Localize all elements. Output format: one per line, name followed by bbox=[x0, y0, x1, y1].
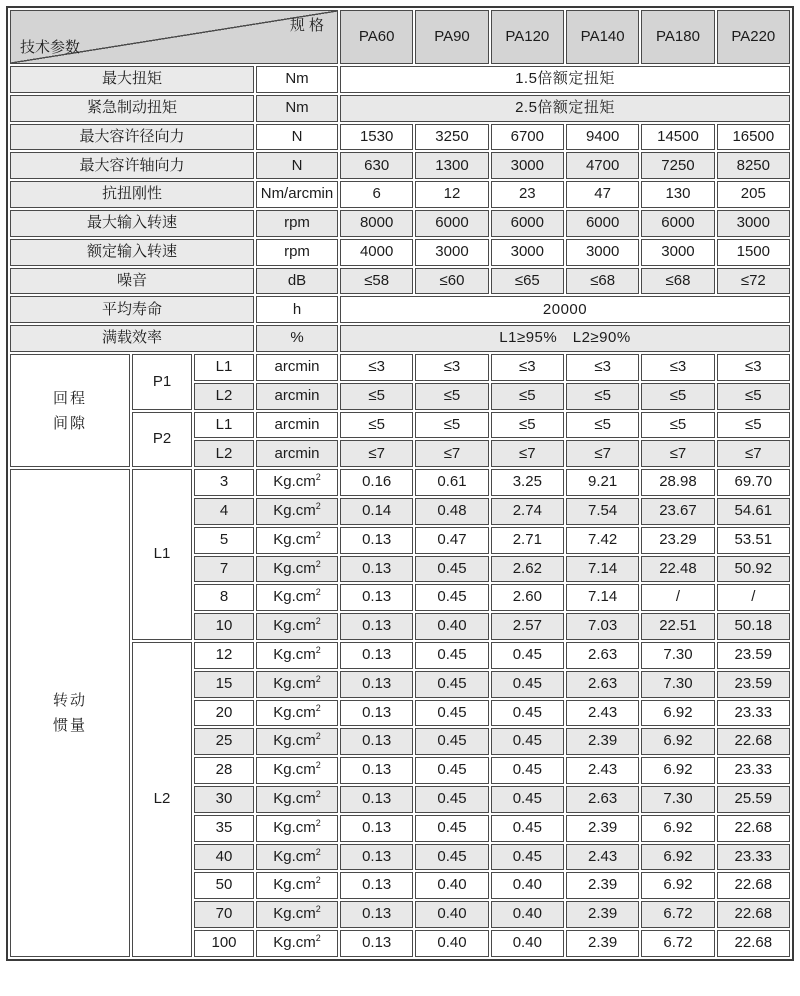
value-cell: 23.59 bbox=[717, 671, 790, 698]
value-cell: 50.92 bbox=[717, 556, 790, 583]
stage-cell: L1 bbox=[194, 354, 254, 381]
value-cell: 50.18 bbox=[717, 613, 790, 640]
value-cell: 2.39 bbox=[566, 901, 639, 928]
unit-cell: $Kg.cm^2$ bbox=[256, 584, 338, 611]
unit-cell: $Kg.cm^2$ bbox=[256, 642, 338, 669]
unit-cell: N bbox=[256, 124, 338, 151]
value-cell: ≤7 bbox=[717, 440, 790, 467]
unit-cell: Nm/arcmin bbox=[256, 181, 338, 208]
unit-cell: $Kg.cm^2$ bbox=[256, 901, 338, 928]
value-cell: ≤5 bbox=[566, 412, 639, 439]
value-cell: ≤7 bbox=[415, 440, 488, 467]
value-cell: 2.43 bbox=[566, 844, 639, 871]
section-label-line: 转动 bbox=[52, 691, 87, 709]
value-cell: ≤3 bbox=[641, 354, 714, 381]
unit-cell: $Kg.cm^2$ bbox=[256, 757, 338, 784]
value-cell: ≤7 bbox=[566, 440, 639, 467]
unit-cell: rpm bbox=[256, 210, 338, 237]
value-cell: 0.40 bbox=[415, 930, 488, 957]
value-cell: 22.68 bbox=[717, 872, 790, 899]
value-cell: 22.68 bbox=[717, 930, 790, 957]
value-cell: 6000 bbox=[641, 210, 714, 237]
unit-cell: $Kg.cm^2$ bbox=[256, 844, 338, 871]
value-cell: 0.40 bbox=[491, 872, 564, 899]
value-cell: 0.45 bbox=[415, 671, 488, 698]
value-cell: ≤5 bbox=[717, 383, 790, 410]
ratio-cell: 5 bbox=[194, 527, 254, 554]
value-cell: 69.70 bbox=[717, 469, 790, 496]
value-cell: ≤7 bbox=[340, 440, 413, 467]
unit-cell: N bbox=[256, 152, 338, 179]
value-cell: 1500 bbox=[717, 239, 790, 266]
spec-label-cell: 噪音 bbox=[10, 268, 254, 295]
value-cell: 47 bbox=[566, 181, 639, 208]
value-cell: 6.72 bbox=[641, 901, 714, 928]
value-cell: ≤5 bbox=[641, 383, 714, 410]
ratio-cell: 20 bbox=[194, 700, 254, 727]
value-cell: 0.45 bbox=[491, 815, 564, 842]
unit-cell: rpm bbox=[256, 239, 338, 266]
ratio-cell: 50 bbox=[194, 872, 254, 899]
ratio-cell: 7 bbox=[194, 556, 254, 583]
ratio-cell: 70 bbox=[194, 901, 254, 928]
value-cell: 2.71 bbox=[491, 527, 564, 554]
stage-cell: L2 bbox=[194, 383, 254, 410]
merged-value-cell: 1.5倍额定扭矩 bbox=[340, 66, 790, 93]
value-cell: 0.45 bbox=[491, 757, 564, 784]
value-cell: 6.92 bbox=[641, 728, 714, 755]
value-cell: 0.45 bbox=[491, 728, 564, 755]
unit-cell: $Kg.cm^2$ bbox=[256, 728, 338, 755]
value-cell: 23.67 bbox=[641, 498, 714, 525]
value-cell: 0.45 bbox=[491, 642, 564, 669]
value-cell: 0.13 bbox=[340, 671, 413, 698]
value-cell: ≤7 bbox=[641, 440, 714, 467]
value-cell: 6.92 bbox=[641, 844, 714, 871]
model-header-pa220: PA220 bbox=[717, 10, 790, 64]
unit-superscript: 2 bbox=[315, 817, 321, 828]
value-cell: 22.68 bbox=[717, 901, 790, 928]
unit-cell: $Kg.cm^2$ bbox=[256, 498, 338, 525]
value-cell: 4000 bbox=[340, 239, 413, 266]
value-cell: 23.29 bbox=[641, 527, 714, 554]
unit-superscript: 2 bbox=[315, 846, 321, 857]
model-header-pa120: PA120 bbox=[491, 10, 564, 64]
value-cell: 0.45 bbox=[415, 786, 488, 813]
value-cell: 0.14 bbox=[340, 498, 413, 525]
stage-cell: L1 bbox=[194, 412, 254, 439]
spec-row bbox=[10, 66, 790, 93]
tech-params-label: 技术参数 bbox=[20, 38, 81, 56]
value-cell: 6.92 bbox=[641, 700, 714, 727]
value-cell: ≤3 bbox=[340, 354, 413, 381]
value-cell: ≤5 bbox=[566, 383, 639, 410]
value-cell: ≤5 bbox=[717, 412, 790, 439]
value-cell: 6.92 bbox=[641, 872, 714, 899]
value-cell: 205 bbox=[717, 181, 790, 208]
value-cell: 0.45 bbox=[415, 584, 488, 611]
value-cell: 2.63 bbox=[566, 642, 639, 669]
value-cell: 2.43 bbox=[566, 700, 639, 727]
spec-label-cell: 满载效率 bbox=[10, 325, 254, 352]
unit-superscript: 2 bbox=[315, 587, 321, 598]
inertia-row bbox=[10, 469, 790, 496]
spec-label-cell: 最大容许轴向力 bbox=[10, 152, 254, 179]
value-cell: ≤5 bbox=[415, 412, 488, 439]
value-cell: 2.43 bbox=[566, 757, 639, 784]
stage-group-cell-l1: L1 bbox=[132, 469, 192, 640]
ratio-cell: 10 bbox=[194, 613, 254, 640]
spec-label-cell: 平均寿命 bbox=[10, 296, 254, 323]
value-cell: 2.39 bbox=[566, 872, 639, 899]
value-cell: 7.14 bbox=[566, 584, 639, 611]
value-cell: 0.13 bbox=[340, 757, 413, 784]
value-cell: 53.51 bbox=[717, 527, 790, 554]
corner-diagonal-cell bbox=[10, 10, 338, 64]
value-cell: 2.39 bbox=[566, 728, 639, 755]
value-cell: ≤5 bbox=[641, 412, 714, 439]
spec-table bbox=[6, 6, 794, 961]
spec-label-cell: 抗扭刚性 bbox=[10, 181, 254, 208]
value-cell: 0.13 bbox=[340, 786, 413, 813]
unit-superscript: 2 bbox=[315, 875, 321, 886]
unit-cell: arcmin bbox=[256, 440, 338, 467]
spec-label-cell: 最大输入转速 bbox=[10, 210, 254, 237]
unit-cell: arcmin bbox=[256, 412, 338, 439]
precision-grade-cell-p2: P2 bbox=[132, 412, 192, 468]
value-cell: 0.40 bbox=[491, 930, 564, 957]
value-cell: 0.13 bbox=[340, 815, 413, 842]
value-cell: 3250 bbox=[415, 124, 488, 151]
value-cell: 0.45 bbox=[415, 757, 488, 784]
stage-cell: L2 bbox=[194, 440, 254, 467]
value-cell: 16500 bbox=[717, 124, 790, 151]
value-cell: 3000 bbox=[415, 239, 488, 266]
unit-superscript: 2 bbox=[315, 760, 321, 771]
value-cell: 2.63 bbox=[566, 786, 639, 813]
merged-value-cell: 2.5倍额定扭矩 bbox=[340, 95, 790, 122]
value-cell: 0.13 bbox=[340, 930, 413, 957]
unit-cell: $Kg.cm^2$ bbox=[256, 700, 338, 727]
value-cell: 0.45 bbox=[415, 815, 488, 842]
unit-cell: $Kg.cm^2$ bbox=[256, 930, 338, 957]
value-cell: 6000 bbox=[415, 210, 488, 237]
value-cell: ≤5 bbox=[415, 383, 488, 410]
value-cell: 8250 bbox=[717, 152, 790, 179]
unit-cell: arcmin bbox=[256, 383, 338, 410]
ratio-cell: 8 bbox=[194, 584, 254, 611]
value-cell: 23.33 bbox=[717, 844, 790, 871]
unit-cell: $Kg.cm^2$ bbox=[256, 556, 338, 583]
merged-value-cell: 20000 bbox=[340, 296, 790, 323]
value-cell: 0.40 bbox=[415, 872, 488, 899]
value-cell: 0.13 bbox=[340, 584, 413, 611]
model-header-pa60: PA60 bbox=[340, 10, 413, 64]
value-cell: 0.16 bbox=[340, 469, 413, 496]
value-cell: 8000 bbox=[340, 210, 413, 237]
value-cell: 0.13 bbox=[340, 844, 413, 871]
value-cell: 0.45 bbox=[491, 844, 564, 871]
value-cell: 14500 bbox=[641, 124, 714, 151]
value-cell: ≤7 bbox=[491, 440, 564, 467]
value-cell: 6.72 bbox=[641, 930, 714, 957]
spec-row bbox=[10, 152, 790, 179]
value-cell: 0.45 bbox=[415, 642, 488, 669]
value-cell: 23.33 bbox=[717, 700, 790, 727]
value-cell: 2.74 bbox=[491, 498, 564, 525]
unit-cell: $Kg.cm^2$ bbox=[256, 527, 338, 554]
unit-cell: dB bbox=[256, 268, 338, 295]
spec-row bbox=[10, 95, 790, 122]
unit-superscript: 2 bbox=[315, 789, 321, 800]
unit-cell: $Kg.cm^2$ bbox=[256, 613, 338, 640]
value-cell: 7250 bbox=[641, 152, 714, 179]
value-cell: 0.13 bbox=[340, 613, 413, 640]
unit-cell: $Kg.cm^2$ bbox=[256, 469, 338, 496]
ratio-cell: 12 bbox=[194, 642, 254, 669]
spec-row bbox=[10, 210, 790, 237]
unit-superscript: 2 bbox=[315, 702, 321, 713]
value-cell: 6 bbox=[340, 181, 413, 208]
value-cell: 22.68 bbox=[717, 815, 790, 842]
value-cell: 2.63 bbox=[566, 671, 639, 698]
unit-superscript: 2 bbox=[315, 472, 321, 483]
unit-cell: Nm bbox=[256, 95, 338, 122]
value-cell: 4700 bbox=[566, 152, 639, 179]
value-cell: ≤3 bbox=[415, 354, 488, 381]
value-cell: 22.68 bbox=[717, 728, 790, 755]
ratio-cell: 40 bbox=[194, 844, 254, 871]
unit-cell: % bbox=[256, 325, 338, 352]
unit-superscript: 2 bbox=[315, 501, 321, 512]
value-cell: 2.39 bbox=[566, 815, 639, 842]
value-cell: 0.40 bbox=[415, 901, 488, 928]
unit-cell: $Kg.cm^2$ bbox=[256, 786, 338, 813]
unit-superscript: 2 bbox=[315, 645, 321, 656]
value-cell: 6.92 bbox=[641, 757, 714, 784]
ratio-cell: 15 bbox=[194, 671, 254, 698]
spec-row bbox=[10, 124, 790, 151]
spec-row bbox=[10, 268, 790, 295]
value-cell: ≤5 bbox=[491, 412, 564, 439]
unit-superscript: 2 bbox=[315, 616, 321, 627]
value-cell: 9400 bbox=[566, 124, 639, 151]
value-cell: 7.14 bbox=[566, 556, 639, 583]
unit-superscript: 2 bbox=[315, 673, 321, 684]
value-cell: 3000 bbox=[491, 152, 564, 179]
spec-row bbox=[10, 181, 790, 208]
value-cell: 22.48 bbox=[641, 556, 714, 583]
value-cell: ≤3 bbox=[491, 354, 564, 381]
spec-label-cell: 紧急制动扭矩 bbox=[10, 95, 254, 122]
value-cell: 0.13 bbox=[340, 901, 413, 928]
value-cell: 630 bbox=[340, 152, 413, 179]
value-cell: ≤5 bbox=[491, 383, 564, 410]
backlash-row bbox=[10, 354, 790, 381]
value-cell: 0.13 bbox=[340, 728, 413, 755]
unit-superscript: 2 bbox=[315, 933, 321, 944]
value-cell: 0.45 bbox=[415, 728, 488, 755]
value-cell: 1530 bbox=[340, 124, 413, 151]
value-cell: 7.03 bbox=[566, 613, 639, 640]
value-cell: 22.51 bbox=[641, 613, 714, 640]
value-cell: 7.30 bbox=[641, 786, 714, 813]
value-cell: 3000 bbox=[717, 210, 790, 237]
section-label-line: 间隙 bbox=[52, 414, 87, 432]
value-cell: 0.40 bbox=[415, 613, 488, 640]
value-cell: 0.61 bbox=[415, 469, 488, 496]
value-cell: 25.59 bbox=[717, 786, 790, 813]
value-cell: 3000 bbox=[566, 239, 639, 266]
value-cell: 9.21 bbox=[566, 469, 639, 496]
ratio-cell: 4 bbox=[194, 498, 254, 525]
spec-row bbox=[10, 296, 790, 323]
stage-group-cell-l2: L2 bbox=[132, 642, 192, 957]
value-cell: 0.47 bbox=[415, 527, 488, 554]
value-cell: 0.13 bbox=[340, 556, 413, 583]
value-cell: 0.13 bbox=[340, 872, 413, 899]
value-cell: 3000 bbox=[491, 239, 564, 266]
value-cell: 6.92 bbox=[641, 815, 714, 842]
value-cell: 0.45 bbox=[415, 700, 488, 727]
value-cell: 1300 bbox=[415, 152, 488, 179]
value-cell: 0.48 bbox=[415, 498, 488, 525]
spec-label-cell: 最大扭矩 bbox=[10, 66, 254, 93]
value-cell: 7.54 bbox=[566, 498, 639, 525]
value-cell: 0.45 bbox=[491, 671, 564, 698]
value-cell: 0.40 bbox=[491, 901, 564, 928]
value-cell: 2.62 bbox=[491, 556, 564, 583]
unit-cell: $Kg.cm^2$ bbox=[256, 815, 338, 842]
value-cell: 7.30 bbox=[641, 671, 714, 698]
value-cell: 6700 bbox=[491, 124, 564, 151]
unit-superscript: 2 bbox=[315, 731, 321, 742]
model-header-pa180: PA180 bbox=[641, 10, 714, 64]
backlash-section-label bbox=[10, 354, 130, 467]
value-cell: 6000 bbox=[566, 210, 639, 237]
value-cell: ≤5 bbox=[340, 412, 413, 439]
ratio-cell: 28 bbox=[194, 757, 254, 784]
unit-cell: $Kg.cm^2$ bbox=[256, 671, 338, 698]
value-cell: ≤68 bbox=[641, 268, 714, 295]
value-cell: 0.13 bbox=[340, 527, 413, 554]
value-cell: ≤72 bbox=[717, 268, 790, 295]
value-cell: 2.60 bbox=[491, 584, 564, 611]
model-header-pa140: PA140 bbox=[566, 10, 639, 64]
value-cell: 0.45 bbox=[491, 786, 564, 813]
merged-value-cell: L1≥95% L2≥90% bbox=[340, 325, 790, 352]
value-cell: 28.98 bbox=[641, 469, 714, 496]
value-cell: 6000 bbox=[491, 210, 564, 237]
section-label-line: 回程 bbox=[52, 389, 87, 407]
unit-cell: arcmin bbox=[256, 354, 338, 381]
value-cell: 3000 bbox=[641, 239, 714, 266]
value-cell: 23.33 bbox=[717, 757, 790, 784]
value-cell: 0.13 bbox=[340, 700, 413, 727]
value-cell: 12 bbox=[415, 181, 488, 208]
value-cell: / bbox=[641, 584, 714, 611]
value-cell: 0.45 bbox=[415, 844, 488, 871]
value-cell: 0.45 bbox=[491, 700, 564, 727]
value-cell: 7.42 bbox=[566, 527, 639, 554]
spec-row bbox=[10, 325, 790, 352]
value-cell: ≤68 bbox=[566, 268, 639, 295]
value-cell: 130 bbox=[641, 181, 714, 208]
ratio-cell: 30 bbox=[194, 786, 254, 813]
model-header-pa90: PA90 bbox=[415, 10, 488, 64]
value-cell: ≤3 bbox=[566, 354, 639, 381]
value-cell: 23.59 bbox=[717, 642, 790, 669]
value-cell: ≤58 bbox=[340, 268, 413, 295]
value-cell: 3.25 bbox=[491, 469, 564, 496]
header-row bbox=[10, 10, 790, 64]
value-cell: 7.30 bbox=[641, 642, 714, 669]
value-cell: 0.13 bbox=[340, 642, 413, 669]
spec-row bbox=[10, 239, 790, 266]
value-cell: ≤60 bbox=[415, 268, 488, 295]
section-label-line: 惯量 bbox=[52, 716, 87, 734]
value-cell: ≤65 bbox=[491, 268, 564, 295]
spec-label-cell: 额定输入转速 bbox=[10, 239, 254, 266]
value-cell: 54.61 bbox=[717, 498, 790, 525]
unit-cell: $Kg.cm^2$ bbox=[256, 872, 338, 899]
unit-superscript: 2 bbox=[315, 529, 321, 540]
inertia-section-label bbox=[10, 469, 130, 957]
precision-grade-cell-p1: P1 bbox=[132, 354, 192, 410]
ratio-cell: 3 bbox=[194, 469, 254, 496]
value-cell: ≤5 bbox=[340, 383, 413, 410]
spec-header-label: 规 格 bbox=[289, 17, 324, 34]
unit-superscript: 2 bbox=[315, 558, 321, 569]
value-cell: ≤3 bbox=[717, 354, 790, 381]
unit-cell: Nm bbox=[256, 66, 338, 93]
value-cell: 0.45 bbox=[415, 556, 488, 583]
unit-superscript: 2 bbox=[315, 904, 321, 915]
value-cell: 2.39 bbox=[566, 930, 639, 957]
spec-label-cell: 最大容许径向力 bbox=[10, 124, 254, 151]
ratio-cell: 100 bbox=[194, 930, 254, 957]
value-cell: 2.57 bbox=[491, 613, 564, 640]
value-cell: / bbox=[717, 584, 790, 611]
value-cell: 23 bbox=[491, 181, 564, 208]
ratio-cell: 25 bbox=[194, 728, 254, 755]
unit-cell: h bbox=[256, 296, 338, 323]
ratio-cell: 35 bbox=[194, 815, 254, 842]
